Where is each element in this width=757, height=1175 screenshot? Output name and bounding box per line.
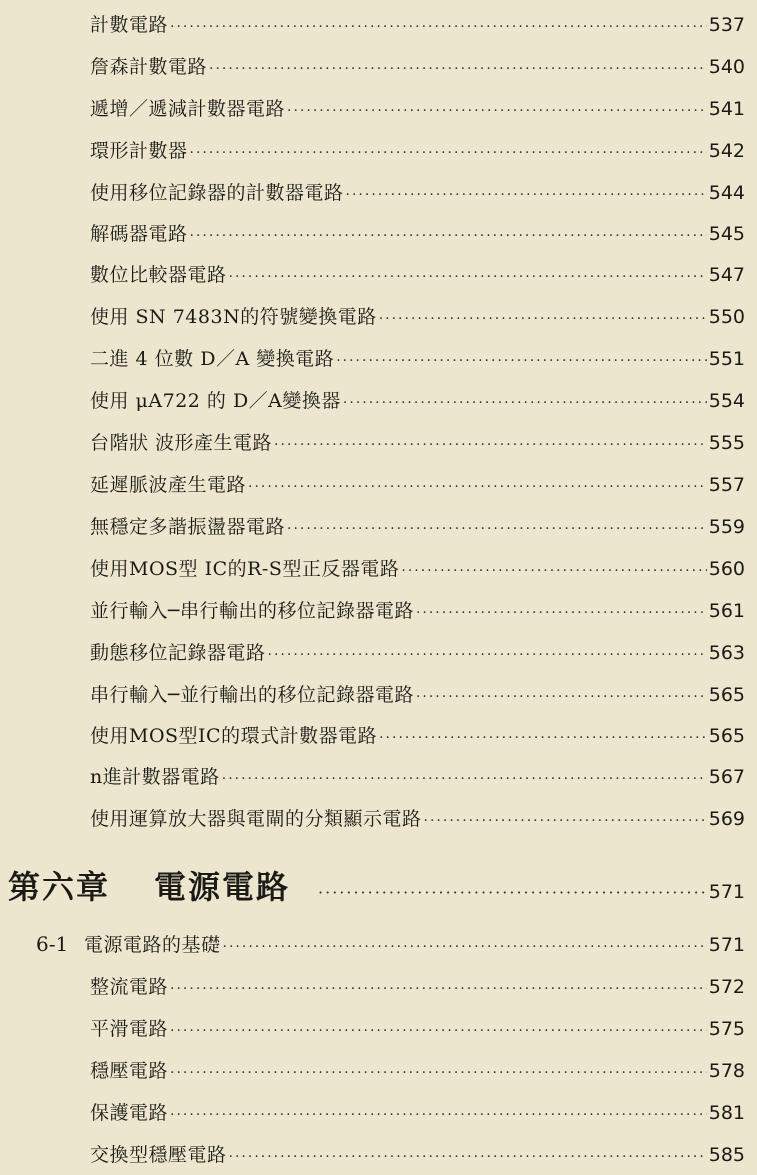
toc-entry bbox=[90, 1056, 745, 1083]
dot-leader bbox=[268, 647, 707, 663]
chapter-title: 電源電路 bbox=[154, 868, 291, 906]
toc-entry bbox=[90, 10, 745, 37]
entry-title: 遞增／遞減計數器電路 bbox=[90, 98, 286, 120]
dot-leader bbox=[223, 939, 707, 955]
dot-leader bbox=[170, 19, 707, 35]
dot-leader bbox=[222, 771, 707, 787]
entry-page: 575 bbox=[708, 1018, 745, 1040]
entry-page: 541 bbox=[708, 98, 745, 120]
section-page: 571 bbox=[708, 934, 745, 956]
entry-title: 平滑電路 bbox=[90, 1018, 169, 1040]
toc-entry bbox=[90, 94, 745, 121]
dot-leader bbox=[424, 813, 707, 829]
dot-leader bbox=[379, 311, 707, 327]
toc-entry bbox=[90, 638, 745, 665]
toc-entry bbox=[90, 428, 745, 455]
entry-page: 561 bbox=[708, 600, 745, 622]
entry-page: 572 bbox=[708, 976, 745, 998]
entry-page: 560 bbox=[708, 558, 745, 580]
dot-leader bbox=[274, 437, 707, 453]
entry-page: 537 bbox=[708, 14, 745, 36]
dot-leader bbox=[416, 689, 707, 705]
entry-title: 整流電路 bbox=[90, 976, 169, 998]
dot-leader bbox=[190, 145, 707, 161]
entry-page: 554 bbox=[708, 390, 745, 412]
entry-page: 542 bbox=[708, 140, 745, 162]
entry-title: 交換型穩壓電路 bbox=[90, 1144, 227, 1166]
entry-page: 578 bbox=[708, 1060, 745, 1082]
entry-title: 環形計數器 bbox=[90, 140, 188, 162]
entry-page: 555 bbox=[708, 432, 745, 454]
dot-leader bbox=[209, 61, 707, 77]
toc-entry bbox=[90, 52, 745, 79]
toc-entry bbox=[90, 804, 745, 831]
toc-entry bbox=[90, 219, 745, 246]
entry-title: 動態移位記錄器電路 bbox=[90, 642, 266, 664]
chapter-page: 571 bbox=[708, 881, 745, 903]
entry-title: 穩壓電路 bbox=[90, 1060, 169, 1082]
entry-page: 547 bbox=[708, 264, 745, 286]
entry-title: 使用移位記錄器的計數器電路 bbox=[90, 182, 344, 204]
dot-leader bbox=[287, 521, 707, 537]
entry-title: 使用 μA722 的 D／A變換器 bbox=[90, 390, 341, 412]
entry-title: 詹森計數電路 bbox=[90, 56, 208, 78]
dot-leader bbox=[318, 883, 707, 902]
entry-page: 544 bbox=[708, 182, 745, 204]
toc-entry bbox=[90, 302, 745, 329]
dot-leader bbox=[343, 395, 707, 411]
toc-entry bbox=[90, 386, 745, 413]
entry-title: 使用運算放大器與電閘的分類顯示電路 bbox=[90, 808, 422, 830]
entry-page: 585 bbox=[708, 1144, 745, 1166]
entry-page: 545 bbox=[708, 223, 745, 245]
chapter-label: 第六章 bbox=[8, 868, 111, 906]
entry-title: 使用MOS型IC的環式計數器電路 bbox=[90, 725, 378, 747]
entry-page: 581 bbox=[708, 1102, 745, 1124]
dot-leader bbox=[401, 563, 706, 579]
dot-leader bbox=[416, 605, 707, 621]
toc-entry bbox=[90, 136, 745, 163]
dot-leader bbox=[170, 981, 707, 997]
entry-page: 559 bbox=[708, 516, 745, 538]
entry-title: 台階狀 波形產生電路 bbox=[90, 432, 273, 454]
toc-entry bbox=[90, 1140, 745, 1167]
entry-title: 保護電路 bbox=[90, 1102, 169, 1124]
toc-entry bbox=[90, 344, 745, 371]
dot-leader bbox=[170, 1065, 707, 1081]
entry-page: 540 bbox=[708, 56, 745, 78]
entry-title: 二進 4 位數 D／A 變換電路 bbox=[90, 348, 335, 370]
entry-title: 解碼器電路 bbox=[90, 223, 188, 245]
entry-page: 569 bbox=[708, 808, 745, 830]
entry-title: 並行輸入─串行輸出的移位記錄器電路 bbox=[90, 600, 414, 622]
dot-leader bbox=[379, 730, 707, 746]
toc-entry bbox=[90, 178, 745, 205]
toc-entry bbox=[90, 972, 745, 999]
toc-entry bbox=[90, 1098, 745, 1125]
entry-page: 563 bbox=[708, 642, 745, 664]
entry-title: 串行輸入─並行輸出的移位記錄器電路 bbox=[90, 684, 414, 706]
entry-title: n進計數器電路 bbox=[90, 766, 220, 788]
dot-leader bbox=[287, 103, 707, 119]
entry-page: 551 bbox=[708, 348, 745, 370]
entry-title: 無穩定多諧振盪器電路 bbox=[90, 516, 286, 538]
toc-entry bbox=[90, 512, 745, 539]
section-title: 電源電路的基礎 bbox=[84, 934, 221, 956]
toc-entry bbox=[90, 554, 745, 581]
toc-entry bbox=[90, 596, 745, 623]
entry-page: 557 bbox=[708, 474, 745, 496]
entry-title: 使用 SN 7483N的符號變換電路 bbox=[90, 306, 377, 328]
entry-page: 565 bbox=[708, 684, 745, 706]
toc-entry bbox=[90, 260, 745, 287]
entry-title: 計數電路 bbox=[90, 14, 169, 36]
toc-entry bbox=[90, 721, 745, 748]
entry-page: 550 bbox=[708, 306, 745, 328]
dot-leader bbox=[229, 269, 707, 285]
dot-leader bbox=[170, 1107, 707, 1123]
dot-leader bbox=[248, 479, 707, 495]
dot-leader bbox=[190, 228, 707, 244]
toc-entry bbox=[90, 1014, 745, 1041]
section-heading bbox=[36, 930, 745, 957]
dot-leader bbox=[170, 1023, 707, 1039]
toc-entry bbox=[90, 680, 745, 707]
entry-title: 數位比較器電路 bbox=[90, 264, 227, 286]
chapter-heading bbox=[8, 862, 745, 908]
entry-title: 延遲脈波產生電路 bbox=[90, 474, 247, 496]
dot-leader bbox=[346, 187, 707, 203]
entry-page: 565 bbox=[708, 725, 745, 747]
toc-entry bbox=[90, 762, 745, 789]
dot-leader bbox=[336, 353, 707, 369]
toc-entry bbox=[90, 470, 745, 497]
section-number: 6-1 bbox=[36, 932, 69, 956]
entry-title: 使用MOS型 IC的R-S型正反器電路 bbox=[90, 558, 400, 580]
entry-page: 567 bbox=[708, 766, 745, 788]
dot-leader bbox=[229, 1149, 707, 1165]
